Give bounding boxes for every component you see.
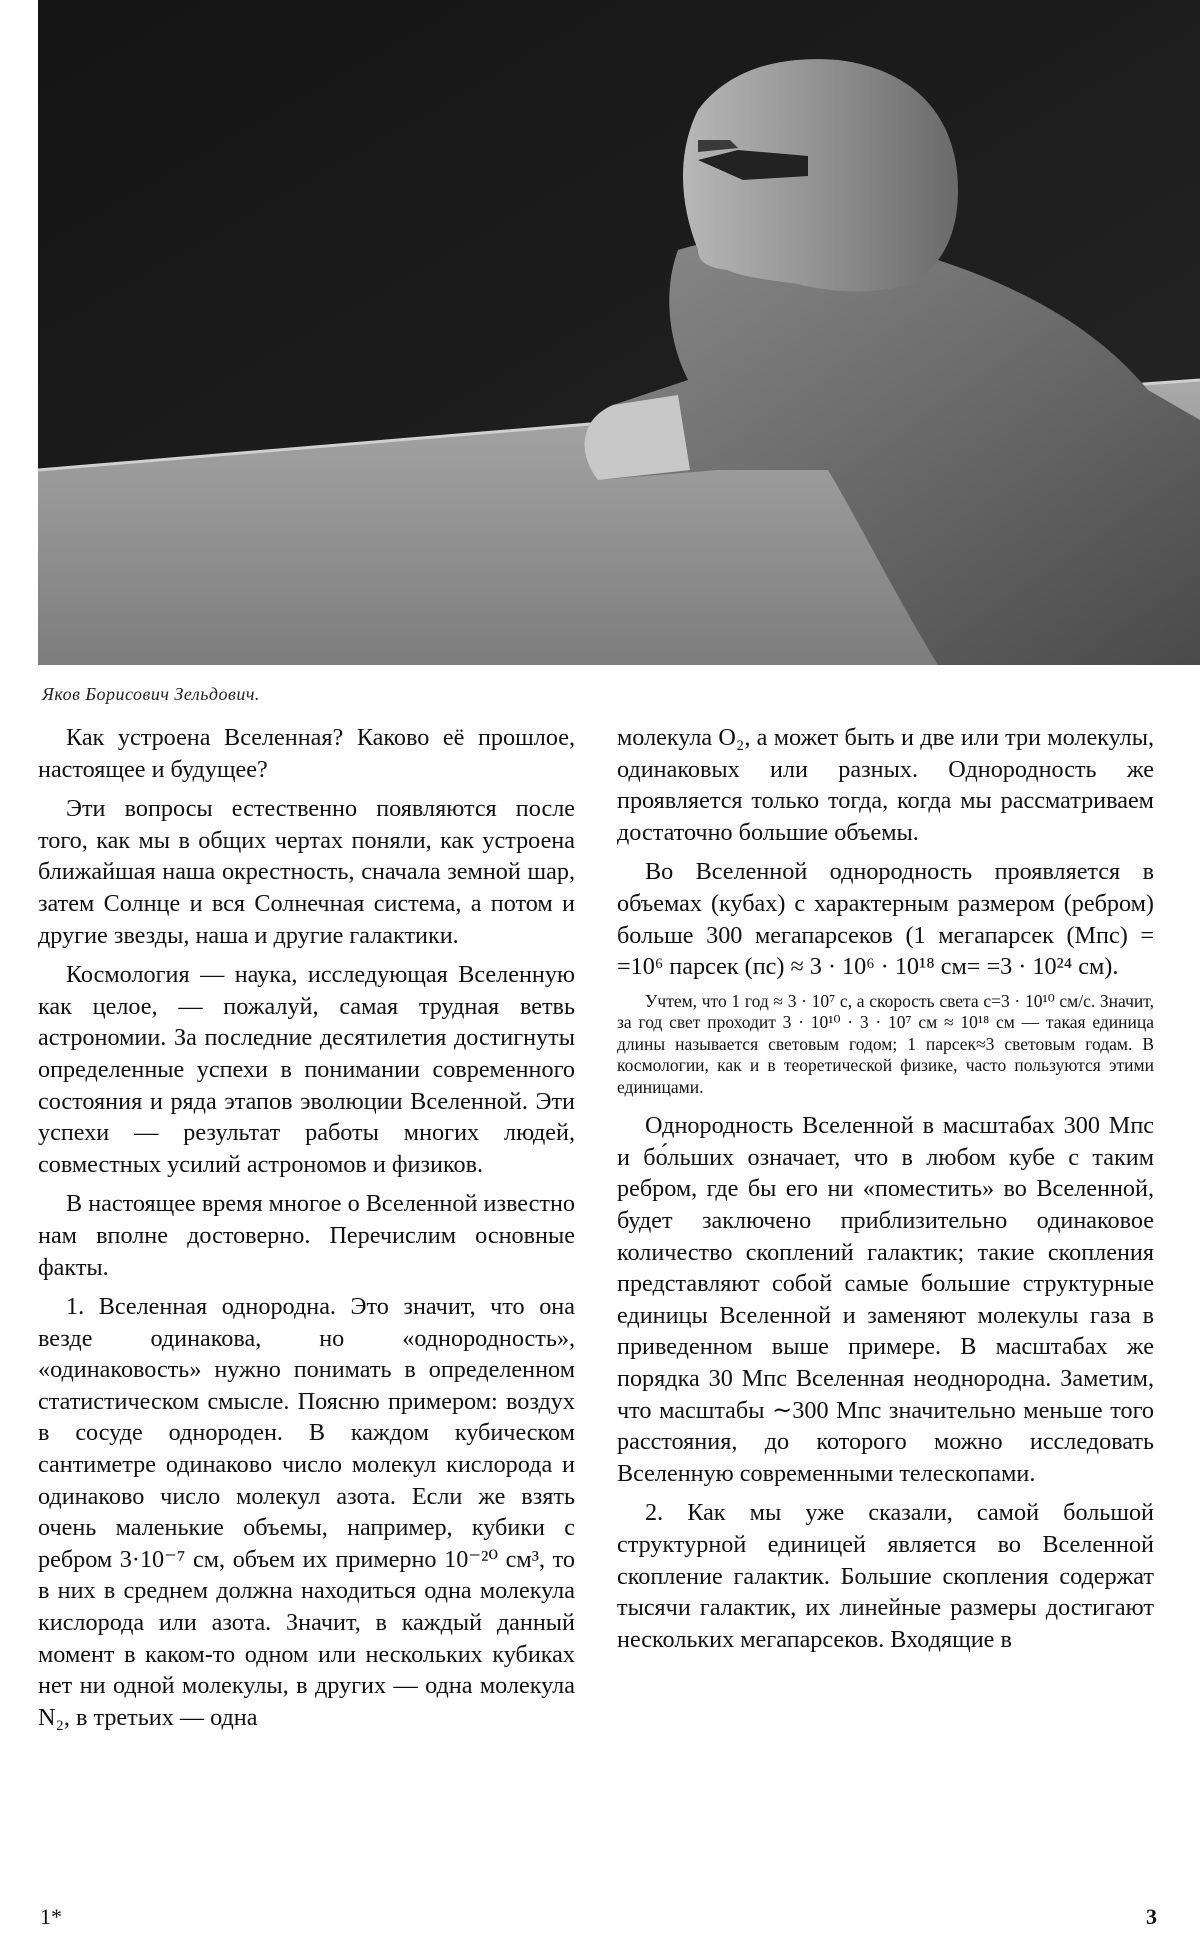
paragraph-fact-2: 2. Как мы уже сказали, самой большой структурной единицей является во Вселенной скопление галактик. Большие скопления содержат тысячи галактик, их линейные размеры достигают нескольких мегапарсеков. Входящие в	[617, 1499, 1154, 1653]
text-column-right	[617, 722, 1154, 1663]
paragraph: Однородность Вселенной в масштабах 300 Мпс и бо́льших означает, что в любом кубе с таким ребром, где бы его ни «поместить» во Вселенной, будет заключено приблизительно одинаковое количество скоплений галактик; такие скопления представляют собой самые большие структурные единицы Вселенной и заменяют молекулы газа в приведенном выше примере. В масштабах же порядка 30 Мпс Вселенная неоднородна. Заметим, что масштабы ∼300 Мпс значительно меньше того расстояния, до которого можно исследовать Вселенную современными телескопами.	[617, 1112, 1154, 1487]
paragraph: В настоящее время многое о Вселенной известно нам вполне достоверно. Перечислим основные факты.	[38, 1190, 575, 1281]
paragraph-continued: молекула O₂, а может быть и две или три молекулы, одинаковых или разных. Однородность же проявляется только тогда, когда мы рассматриваем достаточно большие объемы.	[617, 724, 1154, 846]
signature-mark: 1*	[40, 1904, 62, 1929]
portrait-photo-image	[38, 0, 1200, 665]
text-column-left	[38, 722, 575, 1741]
page-number: 3	[1146, 1904, 1157, 1929]
paragraph: Как устроена Вселенная? Каково её прошлое, настоящее и будущее?	[38, 724, 575, 783]
portrait-photo	[38, 0, 1200, 665]
paragraph-fact-1: 1. Вселенная однородна. Это значит, что она везде одинакова, но «однородность», «одинаковость» нужно понимать в определенном статистическом смысле. Поясню примером: воздух в сосуде однороден. В каждом кубическом сантиметре одинаково число молекул кислорода и одинаково число молекул азота. Если же взять очень маленькие объемы, например, кубики с ребром 3·10⁻⁷ см, объем их примерно 10⁻²⁰ см³, то в них в среднем должна находиться одна молекула кислорода или азота. Значит, в каждый данный момент в каком-то одном или нескольких кубиках нет ни одной молекулы, в других — одна молекула N₂, в третьих — одна	[38, 1293, 575, 1731]
paragraph: Эти вопросы естественно появляются после того, как мы в общих чертах поняли, как устроена ближайшая наша окрестность, сначала земной шар, затем Солнце и вся Солнечная система, а потом и другие звезды, наша и другие галактики.	[38, 795, 575, 949]
paragraph: Космология — наука, исследующая Вселенную как целое, — пожалуй, самая трудная ветвь астрономии. За последние десятилетия достигнуты определенные успехи в понимании современного состояния и ряда этапов эволюции Вселенной. Эти успехи — результат работы многих людей, совместных усилий астрономов и физиков.	[38, 961, 575, 1178]
footnote-paragraph: Учтем, что 1 год ≈ 3 · 10⁷ с, а скорость света c=3 · 10¹⁰ см/с. Значит, за год свет проходит 3 · 10¹⁰ · 3 · 10⁷ см ≈ 10¹⁸ см — такая единица длины называется световым годом; 1 парсек≈3 световым годам. В космологии, как и в теоретической физике, часто пользуются этими единицами.	[617, 990, 1154, 1097]
paragraph: Во Вселенной однородность проявляется в объемах (кубах) с характерным размером (ребром) больше 300 мегапарсеков (1 мегапарсек (Мпс) = =10⁶ парсек (пс) ≈ 3 · 10⁶ · 10¹⁸ см= =3 · 10²⁴ см).	[617, 858, 1154, 981]
photo-caption: Яков Борисович Зельдович.	[42, 684, 260, 704]
